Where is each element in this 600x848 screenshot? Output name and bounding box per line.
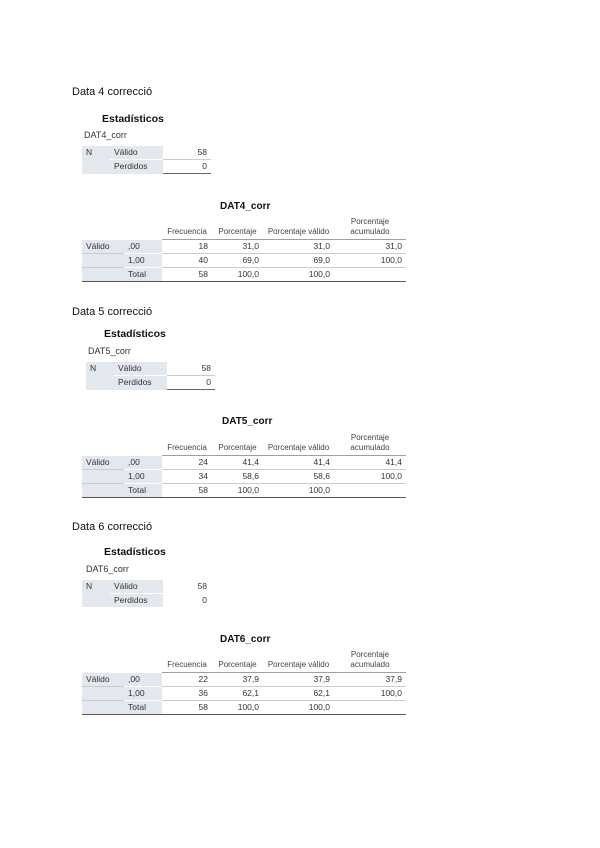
row-label: 1,00 [124, 687, 162, 701]
cell-cumulative-percent: 100,0 [334, 254, 406, 268]
n-label-blank [82, 160, 110, 174]
cell-frequency: 40 [162, 254, 212, 268]
n-label-blank [86, 376, 114, 390]
frequency-table-title: DAT6_corr [220, 634, 271, 645]
frequency-table [82, 215, 406, 282]
cell-cumulative-percent [334, 268, 406, 282]
header-valid-percent: Porcentaje válido [263, 431, 334, 456]
missing-label: Perdidos [114, 376, 167, 390]
missing-value: 0 [202, 594, 207, 605]
cell-valid-percent: 100,0 [263, 484, 334, 498]
cell-cumulative-percent [334, 701, 406, 715]
group-label: Válido [82, 456, 124, 470]
header-cumulative-percent: Porcentaje acumulado [334, 215, 406, 240]
section-heading: Data 4 correcció [72, 86, 153, 98]
statistics-table [86, 361, 215, 390]
statistics-variable-name: DAT4_corr [84, 130, 127, 140]
cell-valid-percent: 100,0 [263, 701, 334, 715]
cell-frequency: 24 [162, 456, 212, 470]
header-valid-percent: Porcentaje válido [263, 648, 334, 673]
cell-cumulative-percent: 41,4 [334, 456, 406, 470]
cell-cumulative-percent: 100,0 [334, 687, 406, 701]
valid-value: 58 [163, 146, 211, 160]
cell-valid-percent: 58,6 [263, 470, 334, 484]
missing-value: 0 [167, 376, 215, 390]
statistics-title: Estadísticos [104, 328, 166, 340]
n-label: N [82, 146, 110, 160]
row-label: Total [124, 701, 162, 715]
header-cumulative-percent: Porcentaje acumulado [334, 431, 406, 456]
row-label: ,00 [124, 673, 162, 687]
cell-cumulative-percent: 100,0 [334, 470, 406, 484]
header-frequency: Frecuencia [162, 215, 212, 240]
group-label: Válido [82, 240, 124, 254]
valid-label: Válido [114, 362, 167, 376]
cell-valid-percent: 31,0 [263, 240, 334, 254]
valid-value: 58 [167, 362, 215, 376]
cell-valid-percent: 37,9 [263, 673, 334, 687]
frequency-table-title: DAT5_corr [222, 416, 273, 427]
statistics-variable-name: DAT6_corr [86, 564, 129, 574]
statistics-table [82, 145, 211, 174]
group-label-blank [82, 268, 124, 282]
cell-percent: 41,4 [212, 456, 263, 470]
header-blank [82, 215, 124, 240]
missing-value: 0 [163, 160, 211, 174]
cell-cumulative-percent [334, 484, 406, 498]
cell-valid-percent: 62,1 [263, 687, 334, 701]
valid-label: Válido [110, 580, 163, 594]
header-valid-percent: Porcentaje válido [263, 215, 334, 240]
cell-percent: 100,0 [212, 701, 263, 715]
cell-cumulative-percent: 31,0 [334, 240, 406, 254]
statistics-variable-name: DAT5_corr [88, 346, 131, 356]
row-label: ,00 [124, 456, 162, 470]
statistics-title: Estadísticos [104, 546, 166, 558]
header-percent: Porcentaje [212, 215, 263, 240]
cell-percent: 100,0 [212, 268, 263, 282]
cell-frequency: 58 [162, 701, 212, 715]
missing-label: Perdidos [110, 160, 163, 174]
group-label-blank [82, 687, 124, 701]
statistics-title: Estadísticos [102, 113, 164, 125]
section-heading: Data 5 correcció [72, 306, 153, 318]
header-blank [124, 215, 162, 240]
cell-frequency: 58 [162, 484, 212, 498]
cell-frequency: 34 [162, 470, 212, 484]
group-label-blank [82, 254, 124, 268]
row-label: ,00 [124, 240, 162, 254]
n-label: N [86, 362, 114, 376]
row-label: Total [124, 484, 162, 498]
valid-value: 58 [197, 581, 207, 591]
cell-cumulative-percent: 37,9 [334, 673, 406, 687]
frequency-table-title: DAT4_corr [220, 201, 271, 212]
section-heading: Data 6 correcció [72, 521, 153, 533]
cell-frequency: 36 [162, 687, 212, 701]
missing-label: Perdidos [110, 594, 163, 608]
cell-percent: 69,0 [212, 254, 263, 268]
header-blank [124, 431, 162, 456]
header-percent: Porcentaje [212, 431, 263, 456]
group-label-blank [82, 484, 124, 498]
group-label-blank [82, 701, 124, 715]
header-blank [124, 648, 162, 673]
header-frequency: Frecuencia [162, 648, 212, 673]
valid-label: Válido [110, 146, 163, 160]
cell-percent: 37,9 [212, 673, 263, 687]
header-blank [82, 431, 124, 456]
cell-valid-percent: 100,0 [263, 268, 334, 282]
group-label: Válido [82, 673, 124, 687]
n-label-blank [82, 594, 110, 608]
header-frequency: Frecuencia [162, 431, 212, 456]
row-label: 1,00 [124, 254, 162, 268]
n-label: N [82, 580, 110, 594]
header-percent: Porcentaje [212, 648, 263, 673]
group-label-blank [82, 470, 124, 484]
cell-frequency: 58 [162, 268, 212, 282]
cell-frequency: 22 [162, 673, 212, 687]
frequency-table [82, 648, 406, 715]
cell-percent: 31,0 [212, 240, 263, 254]
row-label: Total [124, 268, 162, 282]
row-label: 1,00 [124, 470, 162, 484]
cell-percent: 58,6 [212, 470, 263, 484]
header-cumulative-percent: Porcentaje acumulado [334, 648, 406, 673]
cell-valid-percent: 69,0 [263, 254, 334, 268]
cell-percent: 62,1 [212, 687, 263, 701]
frequency-table [82, 431, 406, 498]
cell-frequency: 18 [162, 240, 212, 254]
cell-valid-percent: 41,4 [263, 456, 334, 470]
statistics-table [82, 579, 211, 607]
header-blank [82, 648, 124, 673]
cell-percent: 100,0 [212, 484, 263, 498]
